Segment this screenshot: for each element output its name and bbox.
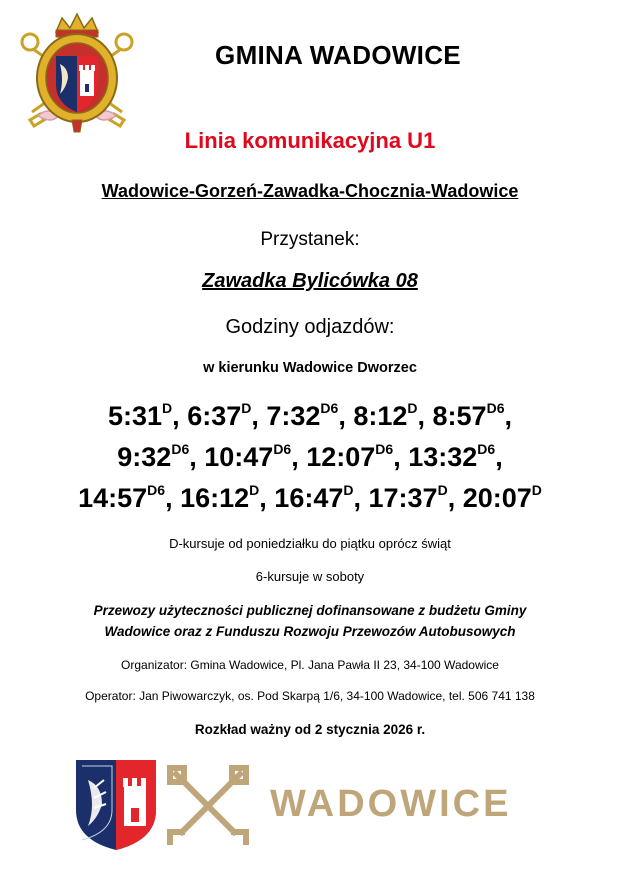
time-separator: , <box>251 401 267 431</box>
line-name: Linia komunikacyjna U1 <box>184 128 436 153</box>
departure-mark: D <box>343 482 354 498</box>
time-separator: , <box>338 401 354 431</box>
stop-name-text: Zawadka Bylicówka 08 <box>202 270 418 292</box>
departure-times <box>20 396 600 519</box>
route-description <box>0 181 620 202</box>
departure-mark: D <box>241 400 252 416</box>
departure-time: 8:57 <box>432 401 487 431</box>
operator-info: Operator: Jan Piwowarczyk, os. Pod Skarpą 1/6, 34-100 Wadowice, tel. 506 741 138 <box>85 689 535 703</box>
departure-time: 17:37 <box>368 483 438 513</box>
departure-time: 16:12 <box>180 483 250 513</box>
departure-time: 14:57 <box>78 483 148 513</box>
departure-time: 20:07 <box>462 483 532 513</box>
wadowice-logo <box>74 758 534 850</box>
logo-wordmark: WADOWICE <box>270 783 512 825</box>
route-text: Wadowice-Gorzeń-Zawadka-Chocznia-Wadowice <box>101 181 519 201</box>
departure-mark: D <box>531 482 542 498</box>
departure-row <box>20 437 600 478</box>
departure-mark: D <box>407 400 418 416</box>
direction-label: w kierunku Wadowice Dworzec <box>203 360 417 376</box>
departure-time: 6:37 <box>187 401 242 431</box>
legend-d: D-kursuje od poniedziałku do piątku oprócz świąt <box>169 536 451 551</box>
time-separator: , <box>165 483 181 513</box>
departure-mark: D <box>162 400 173 416</box>
departure-time: 8:12 <box>353 401 408 431</box>
shield-icon <box>76 760 156 850</box>
crossed-keys-icon <box>170 768 246 842</box>
funding-line-1: Przewozy użyteczności publicznej dofinansowane z budżetu Gminy <box>93 603 527 618</box>
time-separator: , <box>495 442 503 472</box>
time-separator: , <box>447 483 463 513</box>
time-separator: , <box>189 442 205 472</box>
time-separator: , <box>417 401 433 431</box>
departure-mark: D <box>249 482 260 498</box>
validity-date: Rozkład ważny od 2 stycznia 2026 r. <box>194 722 426 737</box>
time-separator: , <box>353 483 369 513</box>
departure-time: 13:32 <box>408 442 478 472</box>
departure-row <box>20 478 600 519</box>
time-separator: , <box>259 483 275 513</box>
coat-of-arms-emblem <box>18 12 136 140</box>
time-separator: , <box>504 401 512 431</box>
departures-label: Godziny odjazdów: <box>225 316 395 338</box>
departure-row <box>20 396 600 437</box>
time-separator: , <box>172 401 188 431</box>
legend-saturday: 6-kursuje w soboty <box>255 569 365 584</box>
departure-mark: D <box>437 482 448 498</box>
funding-line-2: Wadowice oraz z Funduszu Rozwoju Przewozów Autobusowych <box>104 624 516 639</box>
stop-label: Przystanek: <box>260 229 360 250</box>
departure-mark: D6 <box>375 441 394 457</box>
departure-mark: D6 <box>320 400 339 416</box>
time-separator: , <box>393 442 409 472</box>
departure-mark: D6 <box>486 400 505 416</box>
departure-mark: D6 <box>273 441 292 457</box>
organizer-info: Organizator: Gmina Wadowice, Pl. Jana Pawła II 23, 34-100 Wadowice <box>121 658 499 672</box>
departure-time: 12:07 <box>306 442 376 472</box>
departure-mark: D6 <box>171 441 190 457</box>
departure-mark: D6 <box>477 441 496 457</box>
departure-time: 5:31 <box>108 401 163 431</box>
departure-time: 16:47 <box>274 483 344 513</box>
departure-mark: D6 <box>147 482 166 498</box>
page-title: GMINA WADOWICE <box>215 40 461 70</box>
time-separator: , <box>291 442 307 472</box>
departure-time: 10:47 <box>204 442 274 472</box>
departure-time: 9:32 <box>117 442 172 472</box>
stop-name <box>0 270 620 293</box>
departure-time: 7:32 <box>266 401 321 431</box>
funding-note <box>40 600 580 642</box>
